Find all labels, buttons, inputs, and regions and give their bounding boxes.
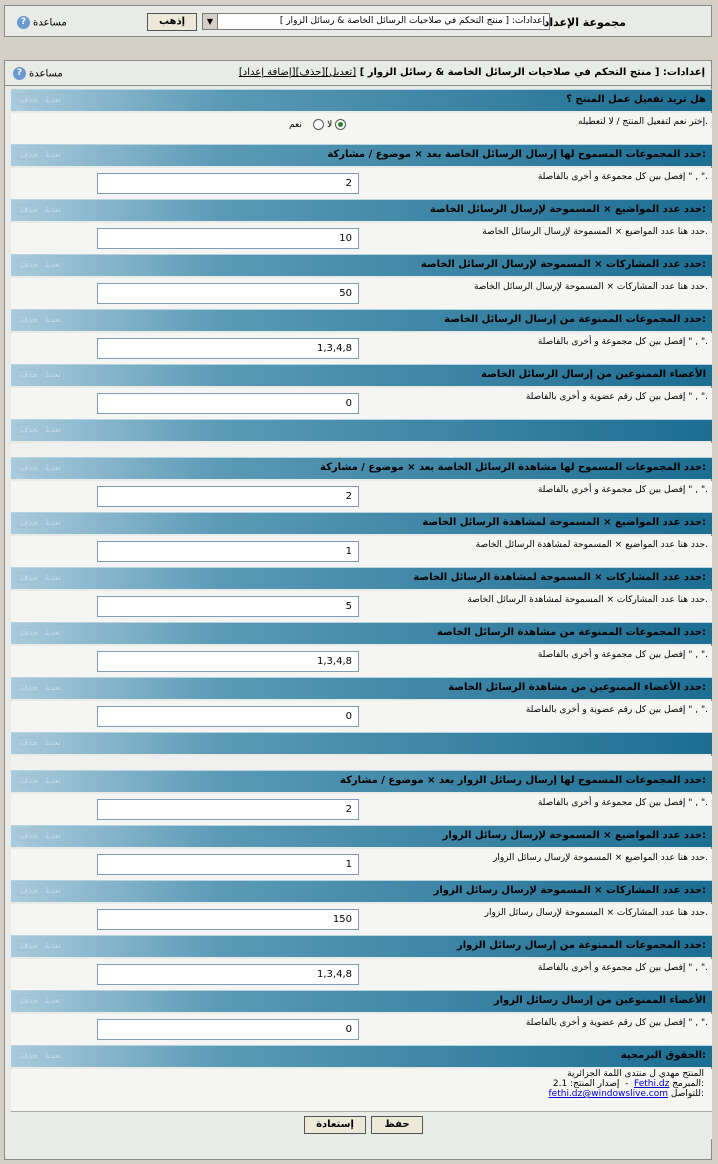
setting-header [11, 144, 712, 166]
add-setting-link[interactable]: [إضافة إعداد] [238, 67, 296, 78]
delete-setting-link[interactable]: حذف [17, 682, 41, 693]
delete-setting-link[interactable]: حذف [17, 94, 41, 105]
setting-actions [17, 425, 66, 434]
setting-header [11, 254, 712, 276]
setting-header [11, 770, 712, 792]
setting-input[interactable]: 2 [97, 486, 359, 507]
setting-actions [17, 831, 66, 840]
setting-header [11, 364, 712, 386]
setting-row [11, 646, 712, 679]
delete-setting-link[interactable]: حذف [17, 940, 41, 951]
setting-row [11, 959, 712, 992]
delete-setting-link[interactable]: حذف [17, 259, 41, 270]
rights-line: المنتج مهدي ل منتدى اللمة الجزائرية [567, 1069, 704, 1079]
setting-row [11, 701, 712, 734]
select-value: إعدادات: [ منتج التحكم في صلاحيات الرسائل الخاصة & رسائل الزوار ] [279, 16, 545, 26]
section-footer-bar [11, 732, 712, 754]
panel-header [5, 61, 711, 86]
setting-input[interactable]: 1,3,4,8 [97, 651, 359, 672]
activate-row [11, 113, 712, 146]
section-footer-bar [11, 419, 712, 441]
contact-link[interactable]: fethi.dz@windowslive.com [548, 1089, 669, 1099]
delete-setting-link[interactable]: حذف [17, 424, 41, 435]
setting-actions [17, 776, 66, 785]
setting-actions [17, 150, 66, 159]
setting-row [11, 1014, 712, 1047]
help-label: مساعدة [33, 17, 67, 29]
rights-contact [11, 1089, 704, 1099]
setting-title: الأعضاء الممنوعين من إرسال الرسائل الخاصة [481, 369, 706, 380]
chevron-down-icon[interactable]: ▼ [203, 14, 218, 29]
setting-actions [17, 95, 66, 104]
setting-desc: إفصل بين كل مجموعة و أخرى بالفاصلة " , ". [537, 798, 708, 808]
setting-input[interactable]: 10 [97, 228, 359, 249]
setting-group-bar [4, 5, 712, 37]
edit-setting-link[interactable]: تعديل [43, 149, 64, 160]
setting-actions [17, 463, 66, 472]
setting-header [11, 512, 712, 534]
setting-title: حدد المجموعات المسموح لها إرسال الرسائل الخاصة بعد × موضوع / مشاركة: [327, 149, 706, 160]
save-button[interactable]: حفظ [371, 1116, 423, 1134]
setting-header [11, 457, 712, 479]
edit-setting-link[interactable]: تعديل [43, 259, 64, 270]
setting-actions [17, 886, 66, 895]
setting-title: حدد عدد المشاركات × المسموحة لإرسال الرسائل الخاصة: [420, 259, 706, 270]
edit-setting-link[interactable]: تعديل [43, 737, 64, 748]
version-label: إصدار المنتج: 2.1 [552, 1079, 620, 1089]
contact-label: للتواصل: [670, 1089, 704, 1099]
setting-actions [17, 370, 66, 379]
setting-input[interactable]: 2 [97, 799, 359, 820]
setting-title: الأعضاء الممنوعين من إرسال رسائل الزوار [493, 995, 706, 1006]
setting-title: حدد المجموعات الممنوعة من مشاهدة الرسائل الخاصة: [436, 627, 706, 638]
setting-title: حدد عدد المشاركات × المسموحة لإرسال رسائل الزوار: [433, 885, 706, 896]
setting-desc: إفصل بين كل مجموعة و أخرى بالفاصلة " , ". [537, 485, 708, 495]
yes-label: نعم [289, 120, 302, 130]
help-link[interactable] [13, 67, 63, 80]
setting-desc: إفصل بين كل رقم عضوية و أخرى بالفاصلة " , ". [525, 1018, 708, 1028]
setting-desc: حدد هنا عدد المواضيع × المسموحة لإرسال رسائل الزوار. [492, 853, 708, 863]
edit-setting-link[interactable]: تعديل [43, 682, 64, 693]
edit-setting-link[interactable]: تعديل [43, 572, 64, 583]
edit-setting-link[interactable]: تعديل [43, 1050, 64, 1061]
rights-header [11, 1045, 712, 1067]
setting-actions [17, 205, 66, 214]
setting-title: حدد المجموعات الممنوعة من إرسال الرسائل الخاصة: [444, 314, 706, 325]
edit-setting-link[interactable]: تعديل [43, 517, 64, 528]
setting-header [11, 622, 712, 644]
setting-desc: إفصل بين كل مجموعة و أخرى بالفاصلة " , ". [537, 963, 708, 973]
setting-row [11, 481, 712, 514]
setting-title: حدد عدد المواضيع × المسموحة لإرسال الرسائل الخاصة: [429, 204, 706, 215]
setting-input[interactable]: 5 [97, 596, 359, 617]
setting-input[interactable]: 50 [97, 283, 359, 304]
setting-header [11, 567, 712, 589]
help-icon: ? [13, 67, 26, 80]
setting-row [11, 333, 712, 366]
setting-row [11, 794, 712, 827]
setting-input[interactable]: 0 [97, 1019, 359, 1040]
delete-setting-link[interactable]: حذف [17, 830, 41, 841]
rights-box [11, 1069, 712, 1111]
setting-desc: إفصل بين كل مجموعة و أخرى بالفاصلة " , ". [537, 650, 708, 660]
delete-setting-link[interactable]: حذف [17, 627, 41, 638]
setting-actions [17, 996, 66, 1005]
setting-desc: حدد هنا عدد المشاركات × المسموحة لمشاهدة الرسائل الخاصة. [467, 595, 708, 605]
setting-desc: إفصل بين كل مجموعة و أخرى بالفاصلة " , ". [537, 337, 708, 347]
setting-input[interactable]: 150 [97, 909, 359, 930]
setting-row [11, 223, 712, 256]
setting-row [11, 278, 712, 311]
setting-title: حدد الأعضاء الممنوعين من مشاهدة الرسائل الخاصة: [448, 682, 706, 693]
setting-input[interactable]: 1,3,4,8 [97, 964, 359, 985]
edit-setting-link[interactable]: تعديل [43, 830, 64, 841]
setting-header [11, 199, 712, 221]
setting-input[interactable]: 1 [97, 541, 359, 562]
setting-title: حدد عدد المواضيع × المسموحة لمشاهدة الرسائل الخاصة: [422, 517, 706, 528]
setting-title: حدد المجموعات الممنوعة من إرسال رسائل الزوار: [456, 940, 706, 951]
setting-row [11, 849, 712, 882]
setting-row [11, 168, 712, 201]
setting-input[interactable]: 0 [97, 393, 359, 414]
form-buttons [11, 1111, 712, 1139]
setting-title: الحقوق البرمجية: [620, 1050, 706, 1061]
edit-setting-link[interactable]: تعديل [43, 995, 64, 1006]
programmer-link[interactable]: Fethi.dz [634, 1079, 670, 1089]
yes-radio[interactable] [335, 119, 346, 130]
edit-setting-link[interactable]: تعديل [43, 204, 64, 215]
setting-title: حدد المجموعات المسموح لها إرسال رسائل الزوار بعد × موضوع / مشاركة: [340, 775, 706, 786]
delete-setting-link[interactable]: حذف [17, 572, 41, 583]
setting-row [11, 536, 712, 569]
setting-desc: حدد هنا عدد المواضيع × المسموحة لمشاهدة الرسائل الخاصة. [475, 540, 708, 550]
setting-actions [17, 738, 66, 747]
setting-desc: إختر نعم لتفعيل المنتج / لا لتعطيله. [577, 117, 708, 127]
edit-setting-link[interactable]: تعديل [43, 885, 64, 896]
delete-setting-link[interactable]: حذف [17, 995, 41, 1006]
setting-desc: إفصل بين كل رقم عضوية و أخرى بالفاصلة " , ". [525, 705, 708, 715]
delete-setting-link[interactable]: حذف [17, 737, 41, 748]
panel-title-text: إعدادات: [ منتج التحكم في صلاحيات الرسائل الخاصة & رسائل الزوار ] [359, 67, 705, 78]
edit-setting-link[interactable]: تعديل [43, 94, 64, 105]
help-link[interactable] [17, 16, 67, 29]
delete-link[interactable]: [حذف] [295, 67, 326, 78]
go-button[interactable]: إذهب [147, 13, 197, 31]
reset-button[interactable]: إستعادة [304, 1116, 366, 1134]
setting-actions [17, 1051, 66, 1060]
rights-programmer: إصدار المنتج: 2.1 - Fethi.dz المبرمج: [552, 1079, 704, 1089]
setting-input[interactable]: 1 [97, 854, 359, 875]
setting-header [11, 677, 712, 699]
edit-setting-link[interactable]: تعديل [43, 424, 64, 435]
setting-input[interactable]: 1,3,4,8 [97, 338, 359, 359]
setting-actions [17, 260, 66, 269]
setting-group-select[interactable] [202, 13, 550, 30]
delete-setting-link[interactable]: حذف [17, 314, 41, 325]
setting-actions [17, 628, 66, 637]
setting-group-title: مجموعة الإعداد [543, 16, 626, 29]
setting-row [11, 904, 712, 937]
edit-setting-link[interactable]: تعديل [43, 369, 64, 380]
setting-desc: إفصل بين كل رقم عضوية و أخرى بالفاصلة " , ". [525, 392, 708, 402]
edit-link[interactable]: [تعديل] [325, 67, 357, 78]
activate-header [11, 89, 712, 111]
setting-header [11, 880, 712, 902]
delete-setting-link[interactable]: حذف [17, 517, 41, 528]
no-label: لا [327, 120, 333, 130]
setting-row [11, 388, 712, 421]
setting-header [11, 935, 712, 957]
edit-setting-link[interactable]: تعديل [43, 940, 64, 951]
setting-header [11, 825, 712, 847]
help-icon: ? [17, 16, 30, 29]
setting-desc: حدد هنا عدد المشاركات × المسموحة لإرسال رسائل الزوار. [484, 908, 708, 918]
edit-setting-link[interactable]: تعديل [43, 314, 64, 325]
delete-setting-link[interactable]: حذف [17, 1050, 41, 1061]
delete-setting-link[interactable]: حذف [17, 885, 41, 896]
delete-setting-link[interactable]: حذف [17, 149, 41, 160]
setting-title: هل تريد تفعيل عمل المنتج ؟ [566, 94, 706, 105]
delete-setting-link[interactable]: حذف [17, 369, 41, 380]
setting-desc: إفصل بين كل مجموعة و أخرى بالفاصلة " , ". [537, 172, 708, 182]
setting-actions [17, 518, 66, 527]
setting-actions [17, 573, 66, 582]
edit-setting-link[interactable]: تعديل [43, 775, 64, 786]
setting-input[interactable]: 2 [97, 173, 359, 194]
setting-actions [17, 941, 66, 950]
setting-actions [17, 315, 66, 324]
setting-title: حدد المجموعات المسموح لها مشاهدة الرسائل الخاصة بعد × موضوع / مشاركة: [320, 462, 706, 473]
setting-desc: حدد هنا عدد المواضيع × المسموحة لإرسال الرسائل الخاصة. [482, 227, 708, 237]
setting-title: حدد عدد المواضيع × المسموحة لإرسال رسائل الزوار: [442, 830, 706, 841]
help-label: مساعدة [29, 68, 63, 80]
programmer-label: المبرمج: [672, 1079, 704, 1089]
setting-title: حدد عدد المشاركات × المسموحة لمشاهدة الرسائل الخاصة: [413, 572, 706, 583]
delete-setting-link[interactable]: حذف [17, 204, 41, 215]
setting-actions [17, 683, 66, 692]
setting-desc: حدد هنا عدد المشاركات × المسموحة لإرسال الرسائل الخاصة. [473, 282, 708, 292]
no-radio[interactable] [313, 119, 324, 130]
setting-header [11, 990, 712, 1012]
setting-row [11, 591, 712, 624]
activate-radios [289, 119, 346, 130]
edit-setting-link[interactable]: تعديل [43, 462, 64, 473]
delete-setting-link[interactable]: حذف [17, 775, 41, 786]
setting-header [11, 309, 712, 331]
setting-input[interactable]: 0 [97, 706, 359, 727]
edit-setting-link[interactable]: تعديل [43, 627, 64, 638]
panel-title [239, 67, 705, 78]
delete-setting-link[interactable]: حذف [17, 462, 41, 473]
settings-panel [4, 60, 712, 1160]
